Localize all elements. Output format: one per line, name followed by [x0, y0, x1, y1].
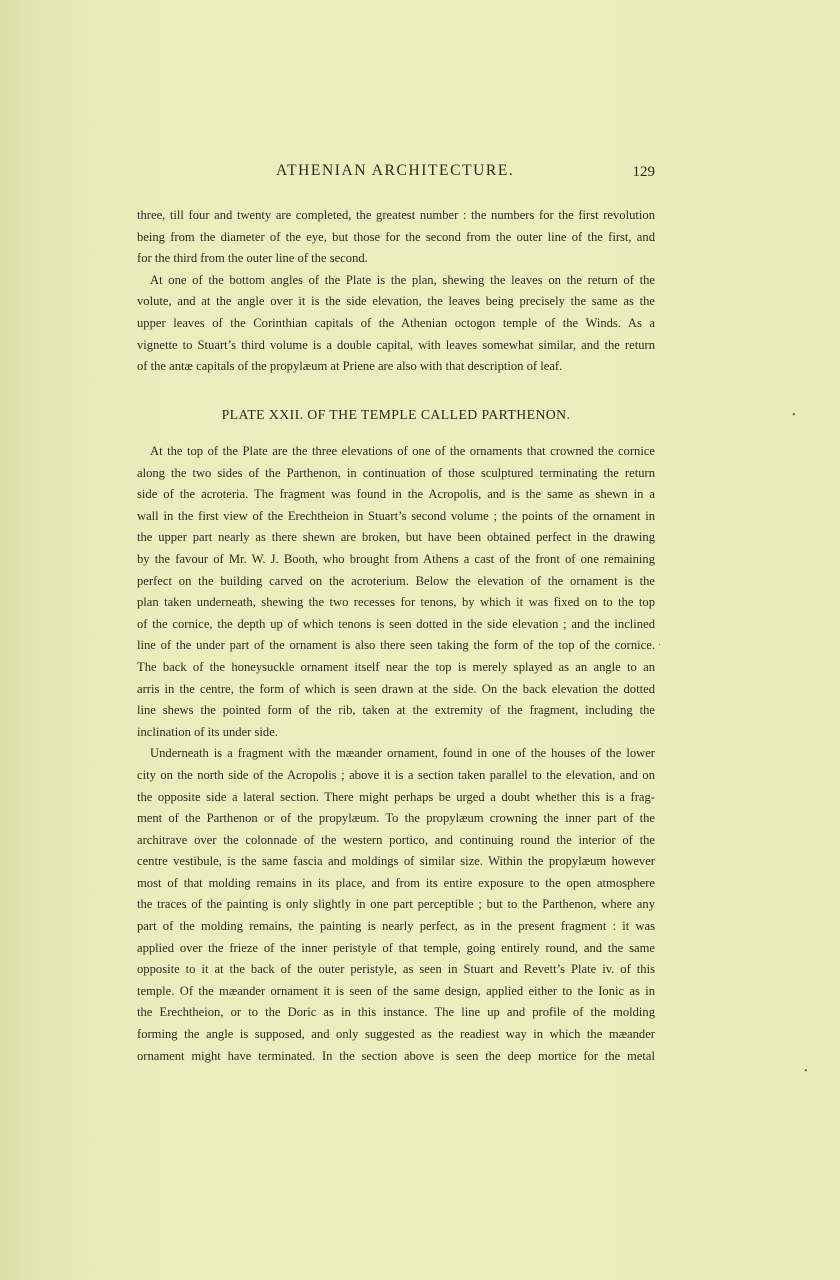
text-line: the Erechtheion, or to the Doric as in this instance. The line up and profile of the molding — [137, 1005, 655, 1020]
section-heading: PLATE XXII. OF THE TEMPLE CALLED PARTHENON. — [221, 407, 571, 422]
text-line: vignette to Stuart’s third volume is a double capital, with leaves somewhat similar, and the return — [137, 337, 655, 352]
text-block-top — [137, 205, 655, 378]
paragraph — [137, 743, 655, 1067]
text-line: most of that molding remains in its place, and from its entire exposure to the open atmosphere — [137, 875, 655, 890]
text-line: part of the molding remains, the painting is nearly perfect, as in the present fragment : it was — [137, 919, 655, 934]
text-line: line of the under part of the ornament is also there seen taking the form of the top of the cornice. — [137, 638, 655, 653]
text-line: of the cornice, the depth up of which tenons is seen dotted in the side elevation ; and the inclined — [137, 616, 655, 631]
text-line: along the two sides of the Parthenon, in continuation of those sculptured terminating the return — [137, 465, 655, 480]
text-line: plan taken underneath, shewing the two recesses for tenons, by which it was fixed on to the top — [137, 595, 655, 610]
text-line: side of the acroteria. The fragment was found in the Acropolis, and is the same as shewn in a — [137, 487, 655, 502]
print-speck: • — [804, 1066, 808, 1077]
text-line: volute, and at the angle over it is the side elevation, the leaves being precisely the same as the — [137, 294, 655, 309]
print-speck: • — [792, 410, 796, 421]
text-block-bottom — [137, 441, 655, 1067]
text-line: of the antæ capitals of the propylæum at Priene are also with that description of leaf. — [137, 359, 563, 374]
text-line: Underneath is a fragment with the mæander ornament, found in one of the houses of the lower — [150, 746, 655, 761]
text-line: for the third from the outer line of the second. — [137, 251, 368, 266]
text-line: upper leaves of the Corinthian capitals of the Athenian octogon temple of the Winds. As a — [137, 315, 655, 330]
text-line: the traces of the painting is only slightly in one part perceptible ; but to the Parthenon, where any — [137, 897, 655, 912]
text-line: inclination of its under side. — [137, 724, 278, 739]
text-line: the opposite side a lateral section. There might perhaps be urged a doubt whether this is a frag- — [137, 789, 655, 804]
text-line: three, till four and twenty are completed, the greatest number : the numbers for the first revolution — [137, 208, 655, 222]
text-line: ornament might have terminated. In the section above is seen the deep mortice for the metal — [137, 1048, 655, 1063]
text-line: At the top of the Plate are the three elevations of one of the ornaments that crowned the cornice — [150, 444, 655, 458]
page-number: 129 — [632, 164, 655, 180]
paragraph — [137, 441, 655, 743]
text-line: architrave over the colonnade of the western portico, and continuing round the interior of the — [137, 832, 655, 847]
text-line: centre vestibule, is the same fascia and moldings of similar size. Within the propylæum however — [137, 854, 655, 869]
text-line: ment of the Parthenon or of the propylæum. To the propylæum crowning the inner part of the — [137, 811, 655, 826]
running-title: ATHENIAN ARCHITECTURE. — [276, 162, 515, 179]
running-head — [0, 162, 655, 186]
text-line: The back of the honeysuckle ornament itself near the top is merely splayed as an angle to an — [137, 659, 655, 674]
paragraph — [137, 205, 655, 270]
text-line: wall in the first view of the Erechtheion in Stuart’s second volume ; the points of the ornament in — [137, 508, 655, 523]
text-line: opposite to it at the back of the outer peristyle, as seen in Stuart and Revett’s Plate iv. of this — [137, 962, 655, 977]
print-speck: · — [658, 640, 662, 651]
text-line: applied over the frieze of the inner peristyle of that temple, going entirely round, and the same — [137, 940, 655, 955]
text-line: the upper part nearly as there shewn are broken, but have been obtained perfect in the drawing — [137, 530, 655, 545]
text-line: temple. Of the mæander ornament it is seen of the same design, applied either to the Ionic as in — [137, 983, 655, 998]
text-line: by the favour of Mr. W. J. Booth, who brought from Athens a cast of the front of one remaining — [137, 551, 655, 566]
text-line: being from the diameter of the eye, but those for the second from the outer line of the first, and — [137, 229, 655, 244]
text-line: perfect on the building carved on the acroterium. Below the elevation of the ornament is the — [137, 573, 655, 588]
text-line: line shews the pointed form of the rib, taken at the extremity of the fragment, including the — [137, 703, 655, 718]
text-line: At one of the bottom angles of the Plate is the plan, shewing the leaves on the return of the — [150, 272, 655, 287]
paragraph — [137, 270, 655, 378]
text-line: forming the angle is supposed, and only suggested as the readiest way in which the mæander — [137, 1027, 655, 1042]
text-line: city on the north side of the Acropolis ; above it is a section taken parallel to the elevation, and on — [137, 767, 655, 782]
text-line: arris in the centre, the form of which is seen drawn at the side. On the back elevation the dotted — [137, 681, 655, 696]
